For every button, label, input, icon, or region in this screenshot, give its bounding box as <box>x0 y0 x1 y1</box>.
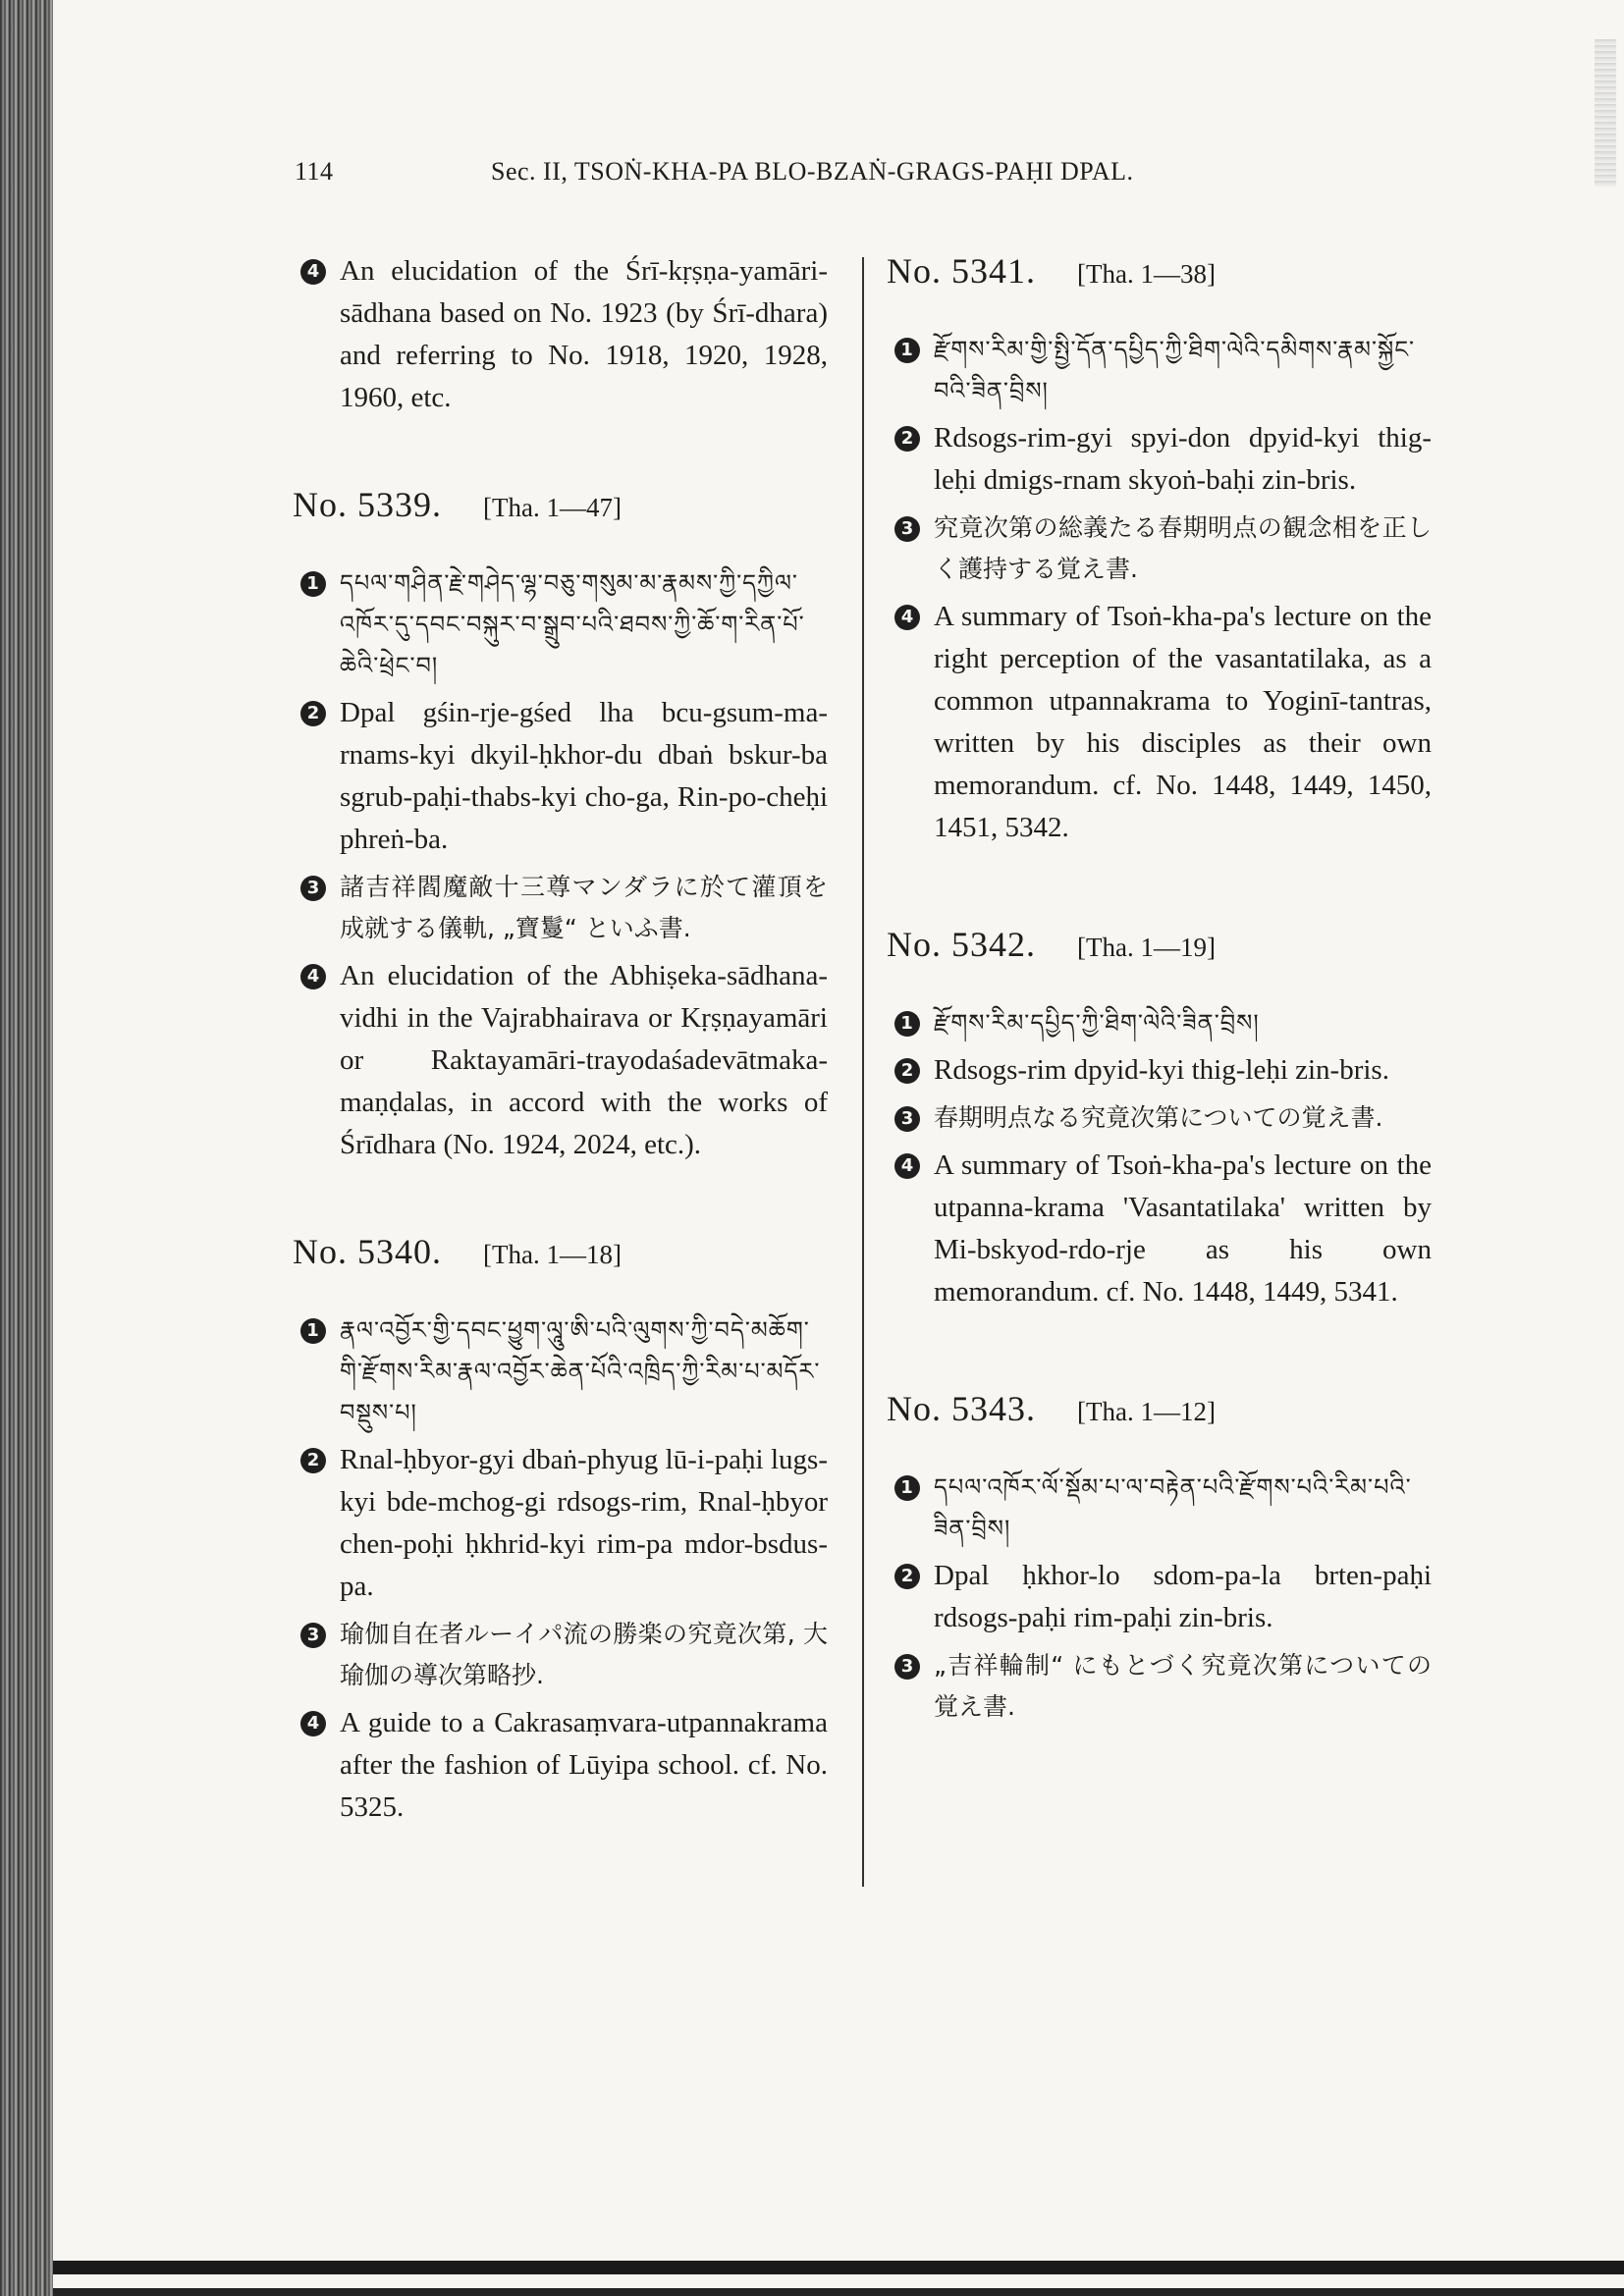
column-divider <box>862 257 864 1887</box>
tibetan-title <box>887 329 1432 411</box>
japanese-translation <box>293 1614 828 1696</box>
book-spine-shadow <box>0 0 53 2296</box>
catalog-entry-5340 <box>293 1231 828 1829</box>
item-text: རྣལ་འབྱོར་གྱི་དབང་ཕྱུག་ལཱུ་ཨི་པའི་ལུགས་ཀྱི་བདེ་མཆོག་གི་རྫོགས་རིམ་རྣལ་འབྱོར་ཆེན་པོའི་འཁྲིད་ཀྱི་རིམ་པ་མདོར་བསྡུས་པ། <box>340 1316 821 1426</box>
item-text: 瑜伽自在者ルーイパ流の勝楽の究竟次第, 大瑜伽の導次第略抄. <box>340 1620 828 1689</box>
item-text: A summary of Tsoṅ-kha-pa's lecture on the utpanna-krama 'Vasantatilaka' written by Mi-bskyod-rdo-rje as his own memorandum. cf. No. 1448, 1449, 5341. <box>934 1149 1432 1308</box>
item-text: Dpal ḥkhor-lo sdom-pa-la brten-paḥi rdsogs-paḥi rim-paḥi zin-bris. <box>934 1560 1432 1633</box>
item-text: Rdsogs-rim dpyid-kyi thig-leḥi zin-bris. <box>934 1054 1389 1086</box>
english-description <box>293 955 828 1166</box>
item-marker: 2 <box>894 1564 920 1589</box>
entry-heading <box>293 484 828 529</box>
continuation-item <box>293 250 828 419</box>
item-text: དཔལ་གཤིན་རྗེ་གཤེད་ལྷ་བཅུ་གསུམ་མ་རྣམས་ཀྱི་དཀྱིལ་འཁོར་དུ་དབང་བསྐུར་བ་སྒྲུབ་པའི་ཐབས་ཀྱི་ཆོ་ག་རིན་པོ་ཆེའི་ཕྲེང་བ། <box>340 569 805 679</box>
english-description <box>293 1702 828 1829</box>
entry-number: No. 5342. <box>887 925 1036 964</box>
item-marker: 2 <box>300 701 326 726</box>
item-text: Rdsogs-rim-gyi spyi-don dpyid-kyi thig-leḥi dmigs-rnam skyoṅ-baḥi zin-bris. <box>934 422 1432 496</box>
item-marker: 2 <box>300 1448 326 1473</box>
running-head <box>295 157 1276 196</box>
entry-reference: [Tha. 1—47] <box>483 493 622 522</box>
transliteration <box>887 1555 1432 1639</box>
item-text: A summary of Tsoṅ-kha-pa's lecture on the right perception of the vasantatilaka, as a common utpannakrama to Yoginī-tantras, written by his disciples as their own memorandum. cf. No. 1448, 1449, 1450, 1451, 5342. <box>934 601 1432 843</box>
scan-edge-noise <box>1595 39 1616 187</box>
tibetan-title <box>887 1467 1432 1549</box>
entry-reference: [Tha. 1—19] <box>1077 933 1216 962</box>
item-marker: 1 <box>894 1475 920 1501</box>
entry-heading <box>293 1231 828 1276</box>
scan-bottom-edge <box>53 2288 1624 2296</box>
item-text: An elucidation of the Abhiṣeka-sādhana-vidhi in the Vajrabhairava or Kṛṣṇayamāri or Raktayamāri-trayodaśadevātmaka-maṇḍalas, in accord with the works of Śrīdhara (No. 1924, 2024, etc.). <box>340 960 828 1160</box>
item-text: A guide to a Cakrasaṃvara-utpannakrama after the fashion of Lūyipa school. cf. No. 5325. <box>340 1707 828 1823</box>
transliteration <box>293 692 828 861</box>
item-text: དཔལ་འཁོར་ལོ་སྡོམ་པ་ལ་བརྟེན་པའི་རྫོགས་པའི་རིམ་པའི་ཟིན་བྲིས། <box>934 1473 1412 1542</box>
item-text: རྫོགས་རིམ་གྱི་སྤྱི་དོན་དཔྱིད་ཀྱི་ཐིག་ལེའི་དམིགས་རྣམ་སྐྱོང་བའི་ཟིན་བྲིས། <box>934 336 1416 404</box>
catalog-entry-5343 <box>887 1388 1432 1728</box>
item-text: Dpal gśin-rje-gśed lha bcu-gsum-ma-rnams-kyi dkyil-ḥkhor-du dbaṅ bskur-ba sgrub-paḥi-thabs-kyi cho-ga, Rin-po-cheḥi phreṅ-ba. <box>340 697 828 855</box>
item-text: 諸吉祥閻魔敵十三尊マンダラに於て灌頂を成就する儀軌, „寶鬘“ といふ書. <box>340 873 828 942</box>
japanese-translation <box>887 1097 1432 1139</box>
item-marker: 4 <box>300 964 326 989</box>
right-column <box>887 250 1432 1734</box>
item-text: Rnal-ḥbyor-gyi dbaṅ-phyug lū-i-paḥi lugs-kyi bde-mchog-gi rdsogs-rim, Rnal-ḥbyor chen-poḥi ḥkhrid-kyi rim-pa mdor-bsdus-pa. <box>340 1444 828 1602</box>
tibetan-title <box>293 562 828 686</box>
item-marker: 4 <box>894 1153 920 1179</box>
entry-heading <box>887 1388 1432 1433</box>
tibetan-title <box>887 1002 1432 1043</box>
entry-number: No. 5340. <box>293 1232 442 1271</box>
entry-reference: [Tha. 1—12] <box>1077 1397 1216 1426</box>
scan-bottom-border <box>53 2261 1624 2274</box>
item-marker: 3 <box>300 876 326 901</box>
english-description <box>887 1145 1432 1313</box>
item-text: 究竟次第の総義たる春期明点の観念相を正しく護持する覚え書. <box>934 513 1432 583</box>
item-marker: 2 <box>894 426 920 452</box>
entry-reference: [Tha. 1—18] <box>483 1240 622 1269</box>
japanese-translation <box>293 867 828 949</box>
item-marker: 1 <box>894 338 920 363</box>
item-marker: 1 <box>300 571 326 597</box>
catalog-entry-5339 <box>293 484 828 1166</box>
item-marker: 3 <box>894 516 920 542</box>
item-marker: 4 <box>894 605 920 630</box>
item-marker: 4 <box>300 1711 326 1736</box>
english-description <box>887 596 1432 849</box>
entry-reference: [Tha. 1—38] <box>1077 259 1216 289</box>
running-title: Sec. II, TSOṄ-KHA-PA BLO-BZAṄ-GRAGS-PAḤI DPAL. <box>491 157 1134 186</box>
transliteration <box>293 1439 828 1608</box>
item-text: རྫོགས་རིམ་དཔྱིད་ཀྱི་ཐིག་ལེའི་ཟིན་བྲིས། <box>934 1009 1260 1037</box>
page-number: 114 <box>295 157 334 186</box>
catalog-entry-5341 <box>887 250 1432 849</box>
item-marker: 4 <box>300 259 326 285</box>
entry-number: No. 5339. <box>293 485 442 524</box>
item-text: An elucidation of the Śrī-kṛṣṇa-yamāri-sādhana based on No. 1923 (by Śrī-dhara) and referring to No. 1918, 1920, 1928, 1960, etc. <box>340 255 828 413</box>
entry-heading <box>887 924 1432 969</box>
left-column <box>293 250 828 1835</box>
japanese-translation <box>887 1645 1432 1728</box>
entry-heading <box>887 250 1432 295</box>
item-marker: 3 <box>894 1654 920 1680</box>
item-text: „吉祥輪制“ にもとづく究竟次第についての覚え書. <box>934 1651 1432 1721</box>
item-marker: 1 <box>894 1011 920 1037</box>
item-marker: 3 <box>894 1106 920 1132</box>
item-text: 春期明点なる究竟次第についての覚え書. <box>934 1103 1383 1132</box>
japanese-translation <box>887 507 1432 590</box>
entry-number: No. 5343. <box>887 1389 1036 1428</box>
tibetan-title <box>293 1309 828 1433</box>
item-marker: 2 <box>894 1058 920 1084</box>
transliteration <box>887 1049 1432 1092</box>
item-marker: 3 <box>300 1623 326 1648</box>
entry-number: No. 5341. <box>887 251 1036 291</box>
item-marker: 1 <box>300 1318 326 1344</box>
catalog-entry-5342 <box>887 924 1432 1313</box>
transliteration <box>887 417 1432 502</box>
